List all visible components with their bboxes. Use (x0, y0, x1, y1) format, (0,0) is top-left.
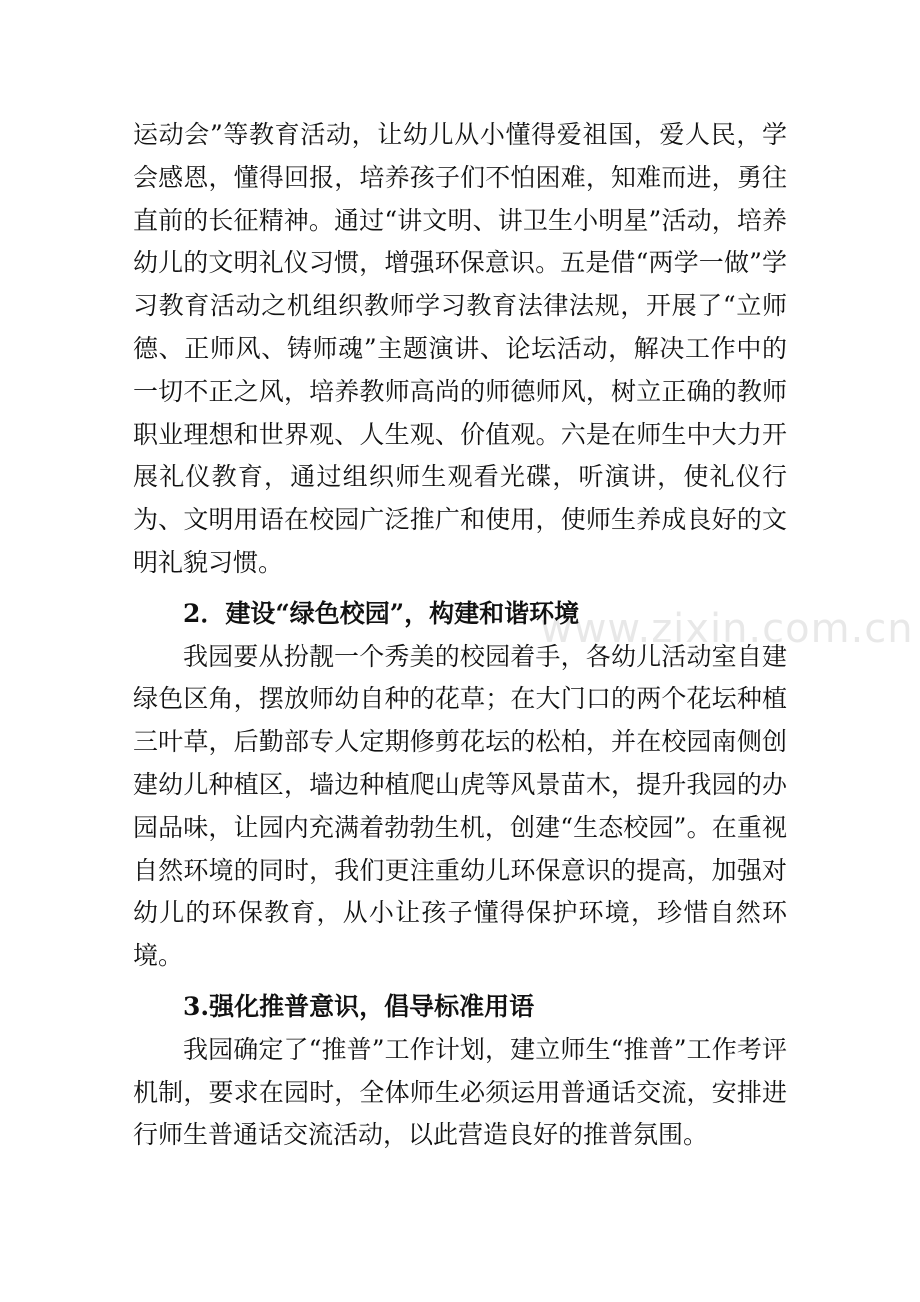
paragraph-continuation: 运动会”等教育活动，让幼儿从小懂得爱祖国，爱人民，学会感恩，懂得回报，培养孩子们不怕困难，知难而进，勇往直前的长征精神。通过“讲文明、讲卫生小明星”活动，培养幼儿的文明礼仪习惯，增强环保意识。五是借“两学一做”学习教育活动之机组织教师学习教育法律法规，开展了“立师德、正师风、铸师魂”主题演讲、论坛活动，解决工作中的一切不正之风，培养教师高尚的师德师风，树立正确的教师职业理想和世界观、人生观、价值观。六是在师生中大力开展礼仪教育，通过组织师生观看光碟，听演讲，使礼仪行为、文明用语在校园广泛推广和使用，使师生养成良好的文明礼貌习惯。 (133, 120, 787, 577)
paragraph-mandarin-promotion: 我园确定了“推普”工作计划，建立师生“推普”工作考评机制，要求在园时，全体师生必须运用普通话交流，安排进行师生普通话交流活动，以此营造良好的推普氛围。 (133, 1034, 787, 1150)
document-body (133, 114, 787, 1157)
paragraph-green-campus: 我园要从扮靓一个秀美的校园着手，各幼儿活动室自建绿色区角，摆放师幼自种的花草；在大门口的两个花坛种植三叶草，后勤部专人定期修剪花坛的松柏，并在校园南侧创建幼儿种植区，墙边种植爬山虎等风景苗木，提升我园的办园品味，让园内充满着勃勃生机，创建“生态校园”。在重视自然环境的同时，我们更注重幼儿环保意识的提高，加强对幼儿的环保教育，从小让孩子懂得保护环境，珍惜自然环境。 (133, 641, 787, 971)
watermark: www.zixin.com.cn (540, 606, 914, 652)
section-heading-2: 2．建设“绿色校园”，构建和谐环境 (183, 598, 580, 628)
section-heading-3: 3.强化推普意识，倡导标准用语 (183, 991, 535, 1021)
